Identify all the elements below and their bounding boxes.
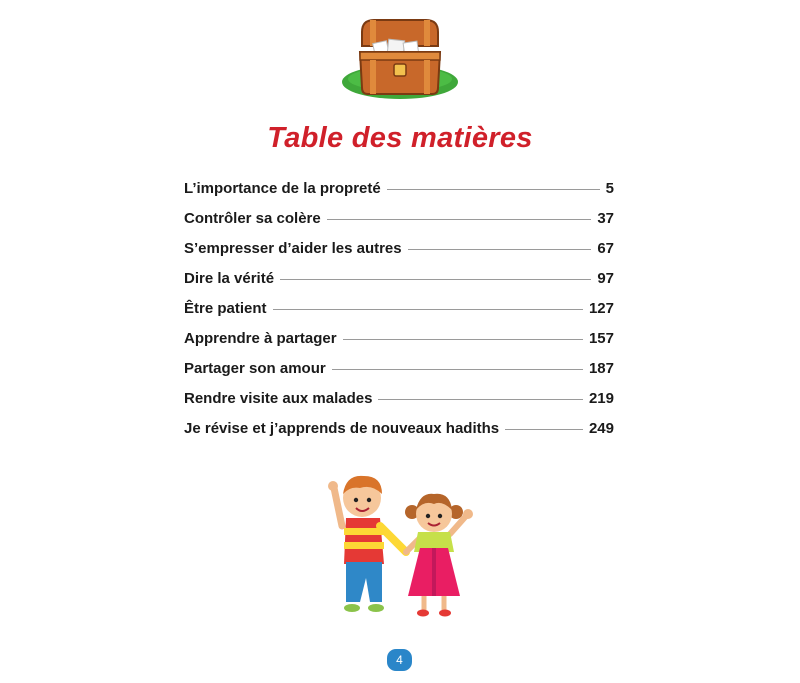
toc-entry-title: Je révise et j’apprends de nouveaux hadiths — [184, 419, 500, 437]
page-number-badge: 4 — [387, 649, 412, 671]
toc-entry-title: Partager son amour — [184, 359, 326, 377]
toc-leader-line — [332, 369, 583, 370]
toc-leader-line — [273, 309, 583, 310]
toc-entry-page: 5 — [605, 179, 614, 197]
page-title: Table des matières — [267, 122, 533, 154]
toc-leader-line — [505, 429, 583, 430]
toc-entry[interactable] — [184, 383, 614, 413]
toc-entry-page: 37 — [597, 209, 614, 227]
toc-entry-page: 127 — [588, 299, 614, 317]
toc-entry[interactable] — [184, 293, 614, 323]
treasure-chest-icon — [340, 12, 460, 104]
toc-entry-title: Être patient — [184, 299, 267, 317]
girl-figure — [405, 494, 473, 617]
toc-entry[interactable] — [184, 413, 614, 443]
toc-entry-page: 97 — [597, 269, 614, 287]
children-illustration — [320, 468, 485, 628]
toc-entry-page: 187 — [588, 359, 614, 377]
toc-entry[interactable] — [184, 263, 614, 293]
toc-entry[interactable] — [184, 323, 614, 353]
toc-leader-line — [378, 399, 583, 400]
toc-entry-title: Contrôler sa colère — [184, 209, 321, 227]
toc-leader-line — [280, 279, 591, 280]
table-of-contents — [184, 173, 614, 443]
toc-entry-title: Apprendre à partager — [184, 329, 337, 347]
toc-leader-line — [327, 219, 592, 220]
toc-entry[interactable] — [184, 173, 614, 203]
toc-entry-page: 67 — [597, 239, 614, 257]
toc-entry-title: L’importance de la propreté — [184, 179, 381, 197]
toc-entry-title: S’empresser d’aider les autres — [184, 239, 402, 257]
toc-leader-line — [387, 189, 600, 190]
toc-entry-title: Rendre visite aux malades — [184, 389, 373, 407]
toc-leader-line — [408, 249, 592, 250]
toc-entry-page: 157 — [588, 329, 614, 347]
toc-entry[interactable] — [184, 353, 614, 383]
toc-leader-line — [343, 339, 583, 340]
toc-entry-page: 219 — [588, 389, 614, 407]
toc-entry[interactable] — [184, 203, 614, 233]
toc-entry[interactable] — [184, 233, 614, 263]
boy-figure — [328, 476, 406, 612]
toc-entry-title: Dire la vérité — [184, 269, 275, 287]
toc-entry-page: 249 — [588, 419, 614, 437]
